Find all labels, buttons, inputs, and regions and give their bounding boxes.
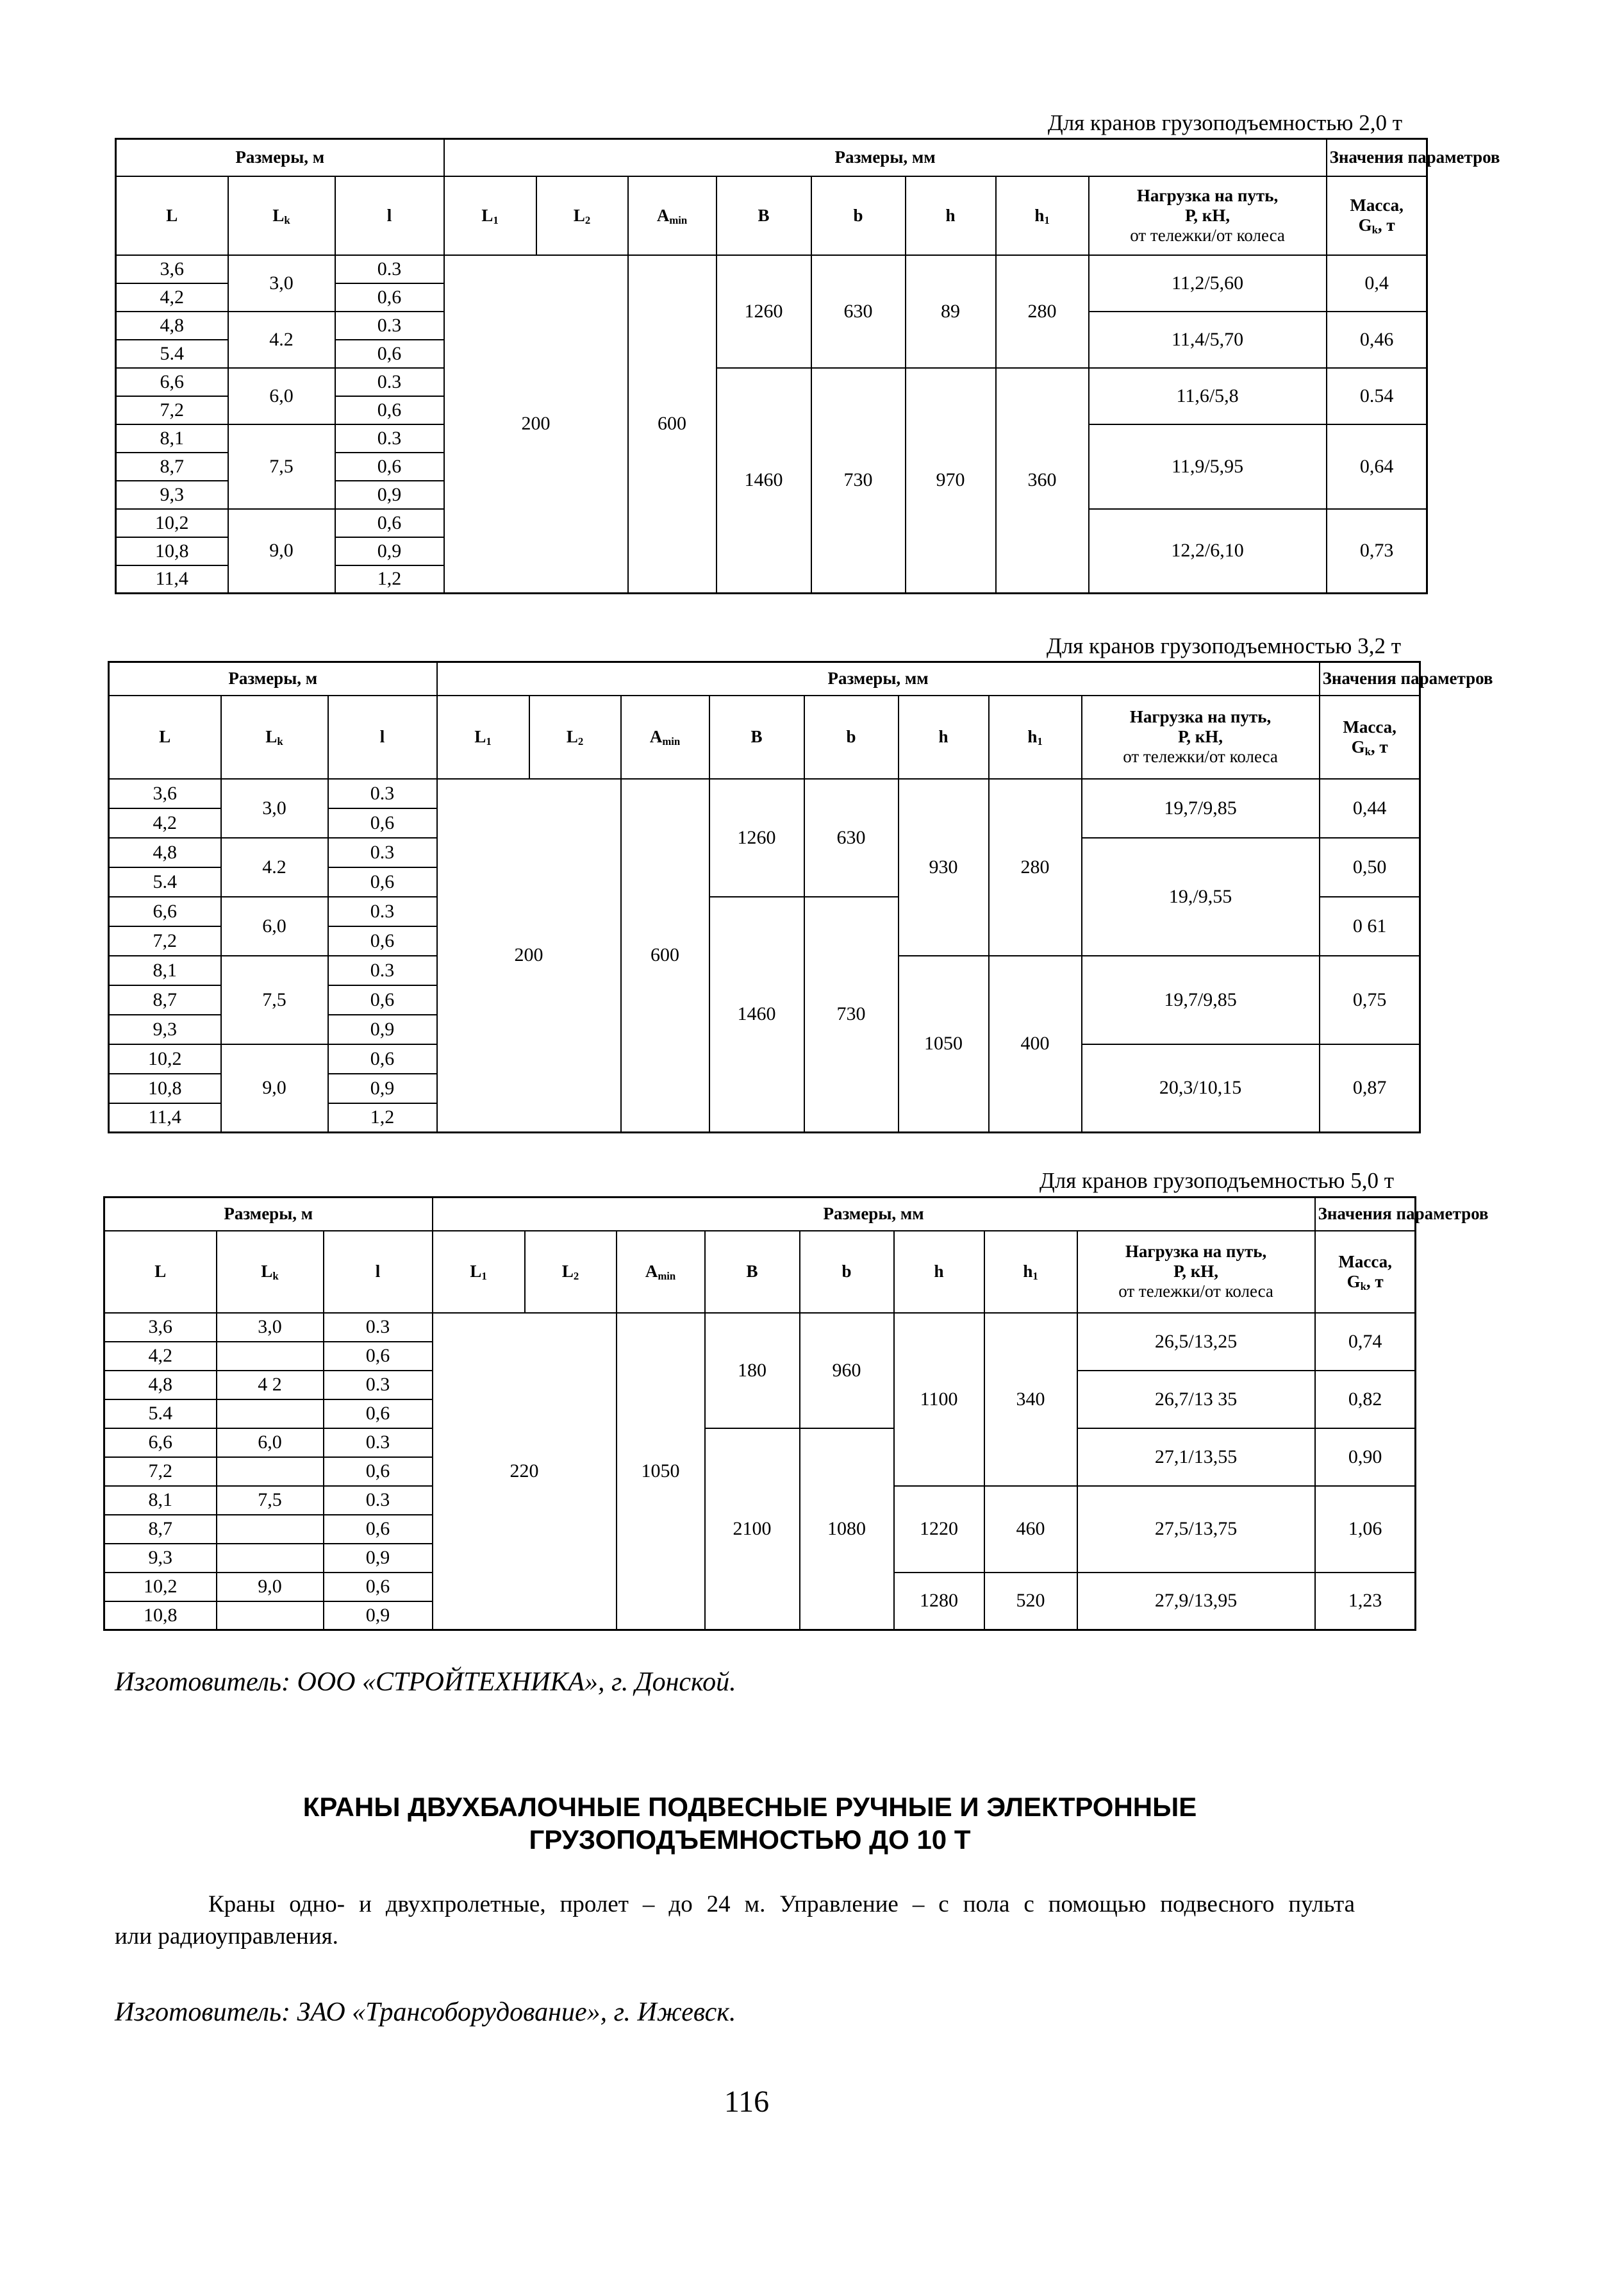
group-header-parameters: Значения параметров	[1315, 1198, 1416, 1231]
offset-l-cell: 0,6	[335, 340, 444, 368]
height-h-cell: 89	[906, 255, 996, 368]
width-b-cell: 1260	[717, 255, 811, 368]
height-h1-cell: 340	[984, 1313, 1077, 1486]
track-load-cell: 11,2/5,60	[1089, 255, 1327, 312]
offset-l-cell: 0.3	[328, 779, 437, 808]
symbol-subscript: k	[1360, 1280, 1366, 1292]
load-header-line: Нагрузка на путь,	[1129, 707, 1272, 726]
symbol-subscript: min	[662, 735, 681, 748]
table-header	[109, 662, 1493, 779]
manufacturer-note: Изготовитель: ЗАО «Трансоборудование», г. Ижевск.	[115, 1998, 736, 2027]
column-header	[628, 176, 717, 255]
span-lk-cell	[217, 1515, 324, 1544]
span-l-cell: 9,3	[104, 1544, 217, 1573]
span-lk-cell: 3,0	[221, 779, 328, 838]
mass-cell: 0,4	[1327, 255, 1427, 312]
offset-l-cell: 0.3	[328, 897, 437, 926]
width-b-cell: 1460	[717, 368, 811, 594]
section-description	[115, 1889, 1355, 1953]
group-header-meters: Размеры, м	[104, 1198, 433, 1231]
span-l-cell: 4,8	[109, 838, 221, 867]
symbol-subscript: k	[272, 1270, 279, 1283]
height-h-cell: 1220	[894, 1486, 984, 1573]
section-heading-line: ГРУЗОПОДЪЕМНОСТЬЮ ДО 10 Т	[529, 1824, 971, 1855]
crane-table-2t	[115, 138, 1500, 594]
symbol-letter: L	[566, 727, 578, 746]
mass-header-symbol	[1323, 737, 1417, 757]
table-header	[104, 1198, 1489, 1313]
offset-l-cell: 0,6	[328, 867, 437, 897]
column-header	[335, 176, 444, 255]
height-h1-cell: 400	[989, 956, 1082, 1133]
symbol-letter: L	[470, 1262, 482, 1281]
symbol-subscript: 2	[573, 1270, 579, 1283]
column-header	[104, 1231, 217, 1313]
track-load-cell: 27,9/13,95	[1077, 1573, 1315, 1630]
group-header-parameters: Значения параметров	[1320, 662, 1420, 696]
width-b-small-cell: 730	[804, 897, 899, 1133]
offset-l-cell: 0,9	[335, 481, 444, 509]
offset-l-cell: 0,6	[324, 1457, 433, 1486]
symbol-letter: L	[573, 205, 585, 225]
load-header-line: Нагрузка на путь,	[1136, 185, 1279, 205]
track-load-cell: 11,9/5,95	[1089, 424, 1327, 509]
mass-header-symbol	[1318, 1272, 1413, 1292]
span-l-cell: 4,2	[104, 1342, 217, 1371]
width-b-cell: 180	[705, 1313, 800, 1428]
table-body	[104, 1313, 1416, 1630]
mass-cell: 1,06	[1315, 1486, 1416, 1573]
offset-l-cell: 0,9	[328, 1015, 437, 1044]
offset-l-cell: 0.3	[324, 1313, 433, 1342]
width-b-small-cell: 1080	[800, 1428, 894, 1630]
mass-cell: 0,46	[1327, 312, 1427, 368]
width-b-small-cell: 960	[800, 1313, 894, 1428]
offset-l-cell: 1,2	[335, 565, 444, 594]
mass-cell: 0,64	[1327, 424, 1427, 509]
span-lk-cell	[217, 1601, 324, 1630]
page-number: 116	[724, 2085, 770, 2119]
symbol-letter: h	[945, 205, 956, 225]
span-l-cell: 8,7	[104, 1515, 217, 1544]
span-l-cell: 8,1	[116, 424, 228, 453]
height-h1-cell: 520	[984, 1573, 1077, 1630]
group-header-meters: Размеры, м	[116, 139, 444, 176]
symbol-letter: B	[758, 205, 770, 225]
description-line: или радиоуправления.	[115, 1923, 338, 1949]
offset-l-cell: 0,6	[328, 808, 437, 838]
offset-l-cell: 0,6	[335, 396, 444, 424]
table-body	[116, 255, 1427, 594]
span-l-cell: 11,4	[116, 565, 228, 594]
symbol-letter: G	[1351, 737, 1365, 756]
column-header	[444, 176, 536, 255]
table-body	[109, 779, 1420, 1133]
span-lk-cell	[217, 1342, 324, 1371]
offset-l-cell: 0,6	[324, 1515, 433, 1544]
span-lk-cell: 9,0	[217, 1573, 324, 1601]
offset-l-cell: 0,6	[328, 926, 437, 956]
offset-l-cell: 0,6	[328, 1044, 437, 1074]
table-header	[116, 139, 1500, 255]
span-l-cell: 10,8	[104, 1601, 217, 1630]
symbol-subscript: k	[1364, 745, 1371, 758]
header-group-row	[109, 662, 1420, 696]
span-lk-cell: 7,5	[221, 956, 328, 1044]
symbol-subscript: 1	[486, 735, 492, 748]
symbol-letter: L	[154, 1262, 167, 1281]
track-load-cell: 26,7/13 35	[1077, 1371, 1315, 1428]
column-header	[116, 176, 228, 255]
symbol-letter: h	[934, 1262, 944, 1281]
table-row	[104, 1313, 1416, 1342]
track-load-cell: 26,5/13,25	[1077, 1313, 1315, 1371]
symbol-letter: h	[938, 727, 949, 746]
load-header-line: Р, кН,	[1173, 1262, 1219, 1281]
mass-header-line: Масса,	[1343, 717, 1396, 737]
track-load-cell: 12,2/6,10	[1089, 509, 1327, 594]
symbol-letter: l	[375, 1262, 381, 1281]
column-header	[529, 696, 621, 779]
symbol-letter: A	[645, 1262, 658, 1281]
track-load-cell: 27,1/13,55	[1077, 1428, 1315, 1486]
span-l-cell: 7,2	[104, 1457, 217, 1486]
symbol-letter: h	[1027, 727, 1038, 746]
height-h-cell: 930	[899, 779, 989, 956]
span-lk-cell: 6,0	[221, 897, 328, 956]
column-header	[804, 696, 899, 779]
column-header	[800, 1231, 894, 1313]
symbol-subscript: 1	[1032, 1270, 1038, 1283]
span-lk-cell: 6,0	[228, 368, 335, 424]
mass-cell: 0,73	[1327, 509, 1427, 594]
load-header-line: Р, кН,	[1185, 205, 1230, 225]
column-header	[324, 1231, 433, 1313]
symbol-letter: h	[1034, 205, 1045, 225]
offset-l-cell: 0,6	[324, 1399, 433, 1428]
mass-header-unit: , т	[1366, 1271, 1384, 1291]
track-load-cell: 11,4/5,70	[1089, 312, 1327, 368]
height-h-cell: 1280	[894, 1573, 984, 1630]
group-header-millimeters: Размеры, мм	[433, 1198, 1315, 1231]
symbol-letter: A	[649, 727, 663, 746]
column-header	[228, 176, 335, 255]
span-l-cell: 5.4	[104, 1399, 217, 1428]
symbol-subscript: min	[658, 1270, 676, 1283]
symbol-letter: B	[746, 1262, 758, 1281]
span-lk-cell	[217, 1399, 324, 1428]
symbol-letter: L	[159, 727, 171, 746]
offset-l-cell: 0.3	[335, 424, 444, 453]
span-lk-cell: 6,0	[217, 1428, 324, 1457]
offset-l-cell: 0.3	[335, 368, 444, 396]
span-l-cell: 8,1	[104, 1486, 217, 1515]
column-header	[217, 1231, 324, 1313]
symbol-letter: G	[1346, 1271, 1361, 1291]
span-l-cell: 10,2	[104, 1573, 217, 1601]
load-header-line: Р, кН,	[1178, 727, 1223, 746]
column-header	[899, 696, 989, 779]
table-caption: Для кранов грузоподъемностью 2,0 т	[1047, 110, 1402, 135]
table-row	[116, 368, 1427, 396]
a-min-cell: 1050	[617, 1313, 705, 1630]
mass-header-line: Масса,	[1350, 196, 1404, 215]
symbol-letter: l	[386, 205, 392, 225]
load-column-header	[1089, 176, 1327, 255]
column-header	[109, 696, 221, 779]
symbol-letter: L	[166, 205, 178, 225]
offset-l-cell: 0,6	[335, 453, 444, 481]
description-line: Краны одно- и двухпролетные, пролет – до 24 м. Управление – с пола с помощью подвесного пульта	[208, 1891, 1355, 1917]
column-header	[906, 176, 996, 255]
l1-l2-cell: 200	[437, 779, 621, 1133]
load-header-line: от тележки/от колеса	[1118, 1281, 1273, 1301]
mass-cell: 0,75	[1320, 956, 1420, 1044]
offset-l-cell: 0,9	[328, 1074, 437, 1103]
offset-l-cell: 0.3	[324, 1371, 433, 1399]
column-header	[709, 696, 804, 779]
column-header	[221, 696, 328, 779]
symbol-letter: B	[750, 727, 763, 746]
span-l-cell: 7,2	[109, 926, 221, 956]
symbol-subscript: 1	[481, 1270, 487, 1283]
offset-l-cell: 1,2	[328, 1103, 437, 1133]
track-load-cell: 19,7/9,85	[1082, 779, 1320, 838]
symbol-letter: h	[1023, 1262, 1033, 1281]
group-header-meters: Размеры, м	[109, 662, 437, 696]
section-heading-line: КРАНЫ ДВУХБАЛОЧНЫЕ ПОДВЕСНЫЕ РУЧНЫЕ И ЭЛЕКТРОННЫЕ	[302, 1792, 1197, 1822]
crane-table-3-2t	[108, 661, 1493, 1133]
symbol-subscript: 1	[1044, 213, 1050, 226]
load-header-line: от тележки/от колеса	[1130, 225, 1285, 245]
span-l-cell: 10,2	[109, 1044, 221, 1074]
span-l-cell: 8,7	[109, 985, 221, 1015]
offset-l-cell: 0.3	[328, 838, 437, 867]
width-b-cell: 1260	[709, 779, 804, 897]
span-lk-cell: 4 2	[217, 1371, 324, 1399]
header-column-row	[104, 1231, 1416, 1313]
offset-l-cell: 0,6	[324, 1573, 433, 1601]
span-l-cell: 11,4	[109, 1103, 221, 1133]
offset-l-cell: 0.3	[328, 956, 437, 985]
load-header-line: Нагрузка на путь,	[1125, 1242, 1267, 1261]
header-column-row	[116, 176, 1427, 255]
table-caption: Для кранов грузоподъемностью 5,0 т	[1039, 1168, 1394, 1193]
group-header-parameters: Значения параметров	[1327, 139, 1427, 176]
mass-header-symbol	[1330, 215, 1424, 235]
symbol-subscript: min	[669, 213, 688, 226]
height-h-cell: 970	[906, 368, 996, 594]
column-header	[705, 1231, 800, 1313]
mass-column-header	[1320, 696, 1420, 779]
width-b-small-cell: 630	[811, 255, 906, 368]
span-l-cell: 7,2	[116, 396, 228, 424]
offset-l-cell: 0.3	[324, 1486, 433, 1515]
offset-l-cell: 0,9	[324, 1601, 433, 1630]
offset-l-cell: 0.3	[335, 255, 444, 283]
span-l-cell: 3,6	[116, 255, 228, 283]
mass-header-unit: , т	[1370, 737, 1388, 756]
span-l-cell: 4,8	[104, 1371, 217, 1399]
span-l-cell: 5.4	[116, 340, 228, 368]
height-h1-cell: 280	[989, 779, 1082, 956]
span-lk-cell	[217, 1544, 324, 1573]
mass-header-line: Масса,	[1338, 1251, 1392, 1271]
symbol-letter: L	[561, 1262, 574, 1281]
track-load-cell: 19,7/9,85	[1082, 956, 1320, 1044]
span-l-cell: 6,6	[104, 1428, 217, 1457]
height-h-cell: 1100	[894, 1313, 984, 1486]
table-row	[116, 255, 1427, 283]
height-h1-cell: 460	[984, 1486, 1077, 1573]
a-min-cell: 600	[628, 255, 717, 594]
column-header	[617, 1231, 705, 1313]
symbol-letter: G	[1358, 215, 1372, 235]
symbol-letter: b	[846, 727, 856, 746]
symbol-letter: A	[656, 205, 670, 225]
span-l-cell: 8,7	[116, 453, 228, 481]
a-min-cell: 600	[621, 779, 709, 1133]
height-h1-cell: 360	[996, 368, 1089, 594]
span-lk-cell: 9,0	[221, 1044, 328, 1133]
span-l-cell: 3,6	[109, 779, 221, 808]
symbol-letter: L	[265, 727, 278, 746]
span-l-cell: 10,8	[109, 1074, 221, 1103]
mass-cell: 0.54	[1327, 368, 1427, 424]
span-lk-cell	[217, 1457, 324, 1486]
span-lk-cell: 7,5	[217, 1486, 324, 1515]
offset-l-cell: 0,6	[335, 283, 444, 312]
l1-l2-cell: 220	[433, 1313, 617, 1630]
column-header	[433, 1231, 525, 1313]
track-load-cell: 11,6/5,8	[1089, 368, 1327, 424]
span-l-cell: 3,6	[104, 1313, 217, 1342]
column-header	[894, 1231, 984, 1313]
offset-l-cell: 0.3	[324, 1428, 433, 1457]
span-l-cell: 5.4	[109, 867, 221, 897]
column-header	[621, 696, 709, 779]
span-lk-cell: 9,0	[228, 509, 335, 594]
track-load-cell: 27,5/13,75	[1077, 1486, 1315, 1573]
column-header	[984, 1231, 1077, 1313]
header-column-row	[109, 696, 1420, 779]
table-row	[104, 1428, 1416, 1457]
mass-header-unit: , т	[1377, 215, 1395, 235]
column-header	[536, 176, 628, 255]
l1-l2-cell: 200	[444, 255, 628, 594]
track-load-cell: 20,3/10,15	[1082, 1044, 1320, 1133]
span-l-cell: 4,8	[116, 312, 228, 340]
column-header	[717, 176, 811, 255]
mass-column-header	[1327, 176, 1427, 255]
span-l-cell: 4,2	[116, 283, 228, 312]
offset-l-cell: 0,6	[324, 1342, 433, 1371]
span-l-cell: 6,6	[116, 368, 228, 396]
group-header-millimeters: Размеры, мм	[444, 139, 1327, 176]
width-b-small-cell: 730	[811, 368, 906, 594]
offset-l-cell: 0,6	[335, 509, 444, 537]
symbol-subscript: k	[1371, 224, 1378, 237]
table-caption: Для кранов грузоподъемностью 3,2 т	[1046, 633, 1401, 658]
column-header	[811, 176, 906, 255]
header-group-row	[104, 1198, 1416, 1231]
mass-cell: 0 61	[1320, 897, 1420, 956]
symbol-letter: L	[474, 727, 486, 746]
span-l-cell: 8,1	[109, 956, 221, 985]
offset-l-cell: 0.3	[335, 312, 444, 340]
span-lk-cell: 7,5	[228, 424, 335, 509]
height-h1-cell: 280	[996, 255, 1089, 368]
symbol-subscript: 1	[1037, 735, 1043, 748]
mass-cell: 0,50	[1320, 838, 1420, 897]
span-l-cell: 10,8	[116, 537, 228, 565]
mass-cell: 0,90	[1315, 1428, 1416, 1486]
symbol-subscript: k	[284, 213, 290, 226]
offset-l-cell: 0,9	[324, 1544, 433, 1573]
span-l-cell: 10,2	[116, 509, 228, 537]
symbol-subscript: k	[277, 735, 283, 748]
table-row	[109, 779, 1420, 808]
width-b-cell: 2100	[705, 1428, 800, 1630]
manufacturer-note: Изготовитель: ООО «СТРОЙТЕХНИКА», г. Донской.	[115, 1667, 736, 1697]
width-b-cell: 1460	[709, 897, 804, 1133]
height-h-cell: 1050	[899, 956, 989, 1133]
track-load-cell: 19,/9,55	[1082, 838, 1320, 956]
span-l-cell: 4,2	[109, 808, 221, 838]
span-lk-cell: 4.2	[221, 838, 328, 897]
span-lk-cell: 3,0	[217, 1313, 324, 1342]
header-group-row	[116, 139, 1427, 176]
column-header	[525, 1231, 617, 1313]
symbol-letter: L	[481, 205, 493, 225]
symbol-letter: b	[853, 205, 863, 225]
load-column-header	[1082, 696, 1320, 779]
mass-cell: 0,74	[1315, 1313, 1416, 1371]
offset-l-cell: 0,9	[335, 537, 444, 565]
column-header	[996, 176, 1089, 255]
symbol-letter: L	[272, 205, 285, 225]
span-l-cell: 9,3	[109, 1015, 221, 1044]
crane-table-5t	[103, 1196, 1489, 1631]
load-column-header	[1077, 1231, 1315, 1313]
mass-cell: 0,82	[1315, 1371, 1416, 1428]
symbol-letter: L	[261, 1262, 273, 1281]
span-lk-cell: 3,0	[228, 255, 335, 312]
symbol-subscript: 1	[493, 213, 499, 226]
span-l-cell: 9,3	[116, 481, 228, 509]
column-header	[989, 696, 1082, 779]
width-b-small-cell: 630	[804, 779, 899, 897]
section-heading	[128, 1790, 1371, 1856]
symbol-subscript: 2	[577, 735, 584, 748]
load-header-line: от тележки/от колеса	[1123, 747, 1278, 766]
offset-l-cell: 0,6	[328, 985, 437, 1015]
group-header-millimeters: Размеры, мм	[437, 662, 1320, 696]
mass-cell: 1,23	[1315, 1573, 1416, 1630]
mass-column-header	[1315, 1231, 1416, 1313]
symbol-letter: b	[841, 1262, 852, 1281]
symbol-letter: l	[379, 727, 385, 746]
span-l-cell: 6,6	[109, 897, 221, 926]
column-header	[437, 696, 529, 779]
mass-cell: 0,44	[1320, 779, 1420, 838]
mass-cell: 0,87	[1320, 1044, 1420, 1133]
symbol-subscript: 2	[584, 213, 591, 226]
column-header	[328, 696, 437, 779]
span-lk-cell: 4.2	[228, 312, 335, 368]
